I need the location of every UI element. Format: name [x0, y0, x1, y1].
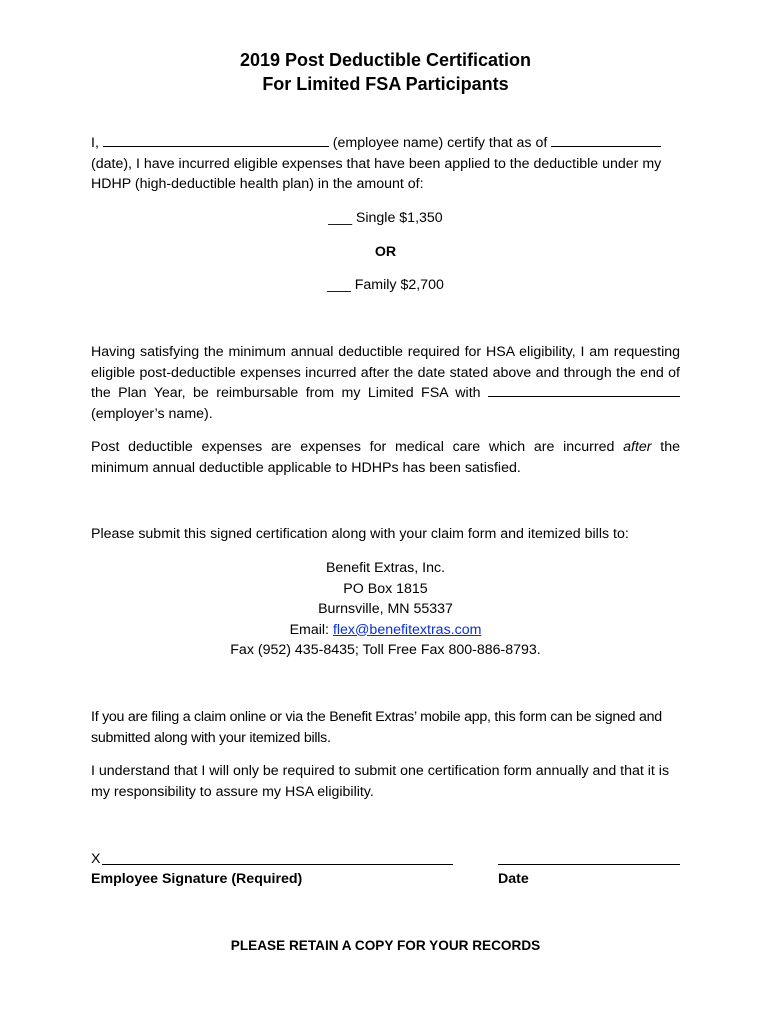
post-deductible-before: Post deductible expenses are expenses for medical care which are incurred	[91, 439, 615, 455]
mailing-address	[91, 558, 680, 661]
certify-line-2: (date), I have incurred eligible expenses that have been applied to the deductible under my HDHP (high-deductible health plan) in the amount of:	[91, 155, 662, 193]
signature-date-field[interactable]	[498, 864, 680, 865]
date-label: Date	[498, 871, 529, 887]
signature-field[interactable]	[102, 864, 453, 865]
address-company: Benefit Extras, Inc.	[325, 560, 446, 576]
title-line-1: 2019 Post Deductible Certification	[239, 50, 532, 70]
employee-name-field[interactable]	[103, 133, 329, 147]
employer-name-field[interactable]	[488, 383, 680, 397]
having-suffix: (employer’s name).	[91, 405, 213, 422]
online-paragraph: If you are filing a claim online or via the Benefit Extras’ mobile app, this form can be signed and submitted along with your itemized bills.	[91, 709, 662, 746]
post-deductible-emphasis: after	[623, 439, 652, 455]
having-text: Having satisfying the minimum annual deductible required for HSA eligibility, I am requesting eligible post-deductible expenses incurred after the date stated above and through the end of the Plan Year, be reimbursable from my Limited FSA with	[91, 344, 680, 402]
option-family: ___ Family $2,700	[327, 277, 444, 293]
signature-section	[91, 849, 680, 893]
title-line-2: For Limited FSA Participants	[262, 74, 509, 94]
retain-notice: PLEASE RETAIN A COPY FOR YOUR RECORDS	[230, 938, 541, 953]
signature-x-mark: X	[91, 851, 101, 867]
address-city: Burnsville, MN 55337	[318, 601, 453, 617]
address-email-line	[91, 620, 680, 641]
certify-after-name: (employee name) certify that as of	[332, 135, 548, 151]
signature-label: Employee Signature (Required)	[91, 871, 303, 887]
form-page	[91, 0, 680, 1024]
certify-paragraph	[91, 133, 680, 195]
certify-prefix: I,	[91, 135, 99, 151]
option-or: OR	[374, 244, 397, 260]
address-po-box: PO Box 1815	[343, 580, 428, 597]
submit-paragraph: Please submit this signed certification along with your claim form and itemized bills to:	[91, 526, 629, 542]
date-field[interactable]	[551, 133, 661, 147]
post-deductible-after: the minimum annual deductible applicable to HDHPs has been satisfied.	[91, 439, 680, 476]
post-deductible-paragraph	[91, 437, 680, 478]
address-fax: Fax (952) 435-8435; Toll Free Fax 800-886-8793.	[230, 642, 541, 658]
email-label: Email:	[289, 621, 329, 638]
having-paragraph	[91, 342, 680, 424]
email-link[interactable]: flex@benefitextras.com	[332, 621, 482, 638]
page-title	[91, 48, 680, 96]
understand-paragraph: I understand that I will only be required to submit one certification form annually and that it is my responsibility to assure my HSA eligibility.	[91, 763, 670, 800]
option-single: ___ Single $1,350	[328, 210, 443, 226]
